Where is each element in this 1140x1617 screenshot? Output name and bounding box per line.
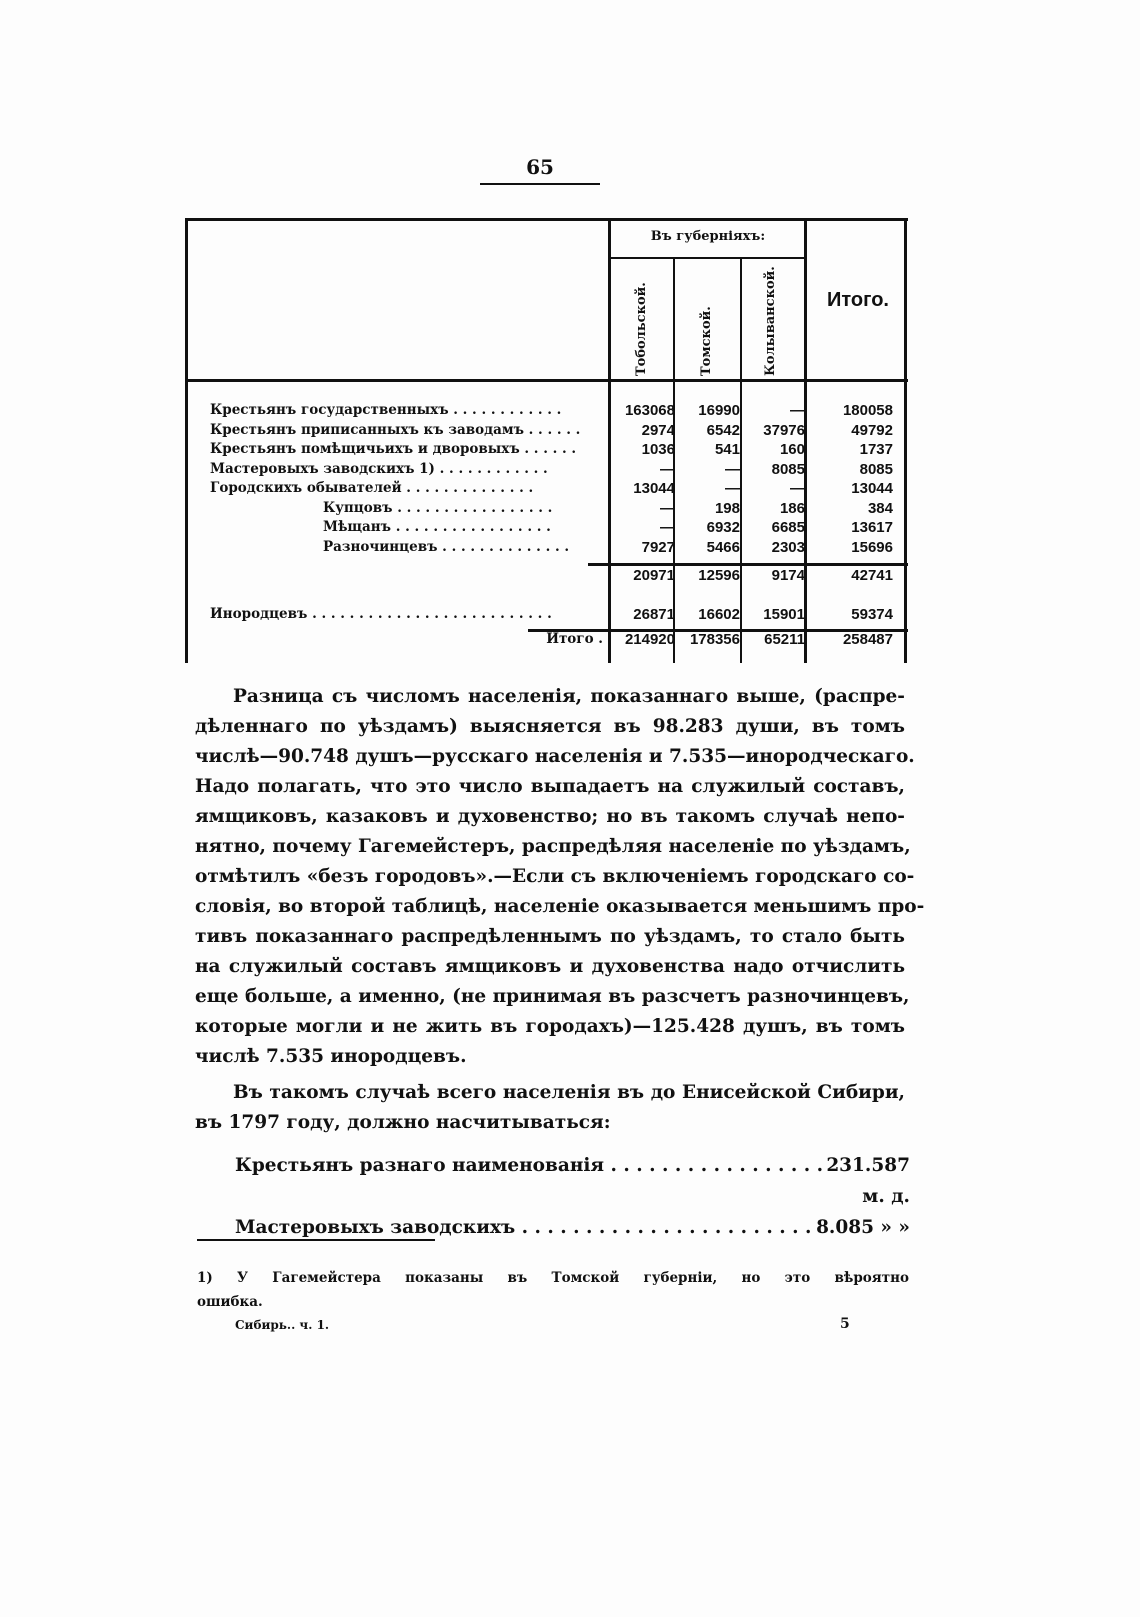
- inorodtsy-row: [188, 605, 908, 624]
- signature-number: 5: [840, 1316, 850, 1332]
- paragraph-2: [195, 1078, 905, 1138]
- cell: 65211: [764, 631, 805, 648]
- cell: 178356: [689, 631, 740, 648]
- row-label: Крестьянъ приписанныхъ къ заводамъ . . . . . .: [210, 421, 581, 438]
- text-line: въ 1797 году, должно насчитываться:: [195, 1112, 611, 1133]
- row-label: Крестьянъ государственныхъ . . . . . . . . . . . .: [210, 402, 562, 418]
- cell: 1036: [641, 441, 675, 458]
- row-label: Мастеровыхъ заводскихъ 1) . . . . . . . . . . . .: [210, 460, 548, 477]
- cell: 214920: [624, 631, 675, 648]
- column-header-total: Итого.: [827, 289, 889, 311]
- text-line: Разница съ числомъ населенія, показаннаго выше, (распре-: [233, 686, 905, 707]
- column-header-kolyvan: Колыванской.: [763, 266, 778, 376]
- text-line: Надо полагать, что это число выпадаетъ на служилый составъ,: [195, 776, 905, 797]
- subtotal-row: [188, 566, 908, 585]
- table-row: [188, 421, 908, 440]
- footnote-line: 1) У Гагемейстера показаны въ Томской губерніи, но это вѣроятно: [197, 1270, 909, 1286]
- column-header-tobolsk: Тобольской.: [634, 282, 649, 376]
- table-header-rule: [188, 379, 908, 382]
- cell: 6685: [771, 519, 805, 536]
- total-row: [188, 630, 908, 649]
- row-label: Мѣщанъ . . . . . . . . . . . . . . . . .: [323, 519, 551, 535]
- cell: 42741: [851, 567, 893, 584]
- summary-list: [235, 1150, 910, 1243]
- population-table: [185, 218, 908, 663]
- cell: 15696: [851, 538, 893, 556]
- cell: 13044: [851, 480, 893, 497]
- page-number-rule: [480, 183, 600, 185]
- cell: 1737: [859, 441, 893, 458]
- cell: 5466: [706, 538, 740, 556]
- cell: 37976: [763, 421, 805, 439]
- cell: 6542: [706, 421, 740, 439]
- table-rule: [608, 257, 804, 259]
- cell: 384: [867, 499, 893, 517]
- signature-mark: Сибирь.. ч. 1.: [235, 1318, 330, 1332]
- row-label: Инородцевъ . . . . . . . . . . . . . . . . . . . . . . . . . .: [210, 606, 552, 622]
- cell: 541: [714, 441, 740, 458]
- row-label: Итого .: [546, 631, 603, 647]
- cell: 49792: [851, 421, 893, 439]
- cell: 163068: [624, 402, 675, 419]
- table-row: [188, 460, 908, 479]
- cell: 20971: [633, 567, 675, 584]
- summary-value: 231.587 м. д.: [826, 1155, 910, 1207]
- footnote-rule: [197, 1239, 435, 1241]
- table-row: [188, 479, 908, 498]
- cell: 6932: [706, 519, 740, 536]
- paragraph-1: [195, 682, 925, 1072]
- cell: —: [725, 460, 740, 478]
- page-number: 65: [526, 155, 554, 179]
- cell: 8085: [859, 460, 893, 478]
- cell: 16990: [698, 402, 740, 419]
- cell: —: [660, 519, 675, 536]
- summary-label: Мастеровыхъ заводскихъ . . . . . . . . . . . . . . . . . . . . . . .: [235, 1217, 812, 1238]
- text-line: тивъ показаннаго распредѣленнымъ по уѣздамъ, то стало быть: [195, 926, 905, 947]
- table-row: [188, 440, 908, 459]
- cell: 12596: [698, 567, 740, 584]
- cell: 15901: [763, 606, 805, 623]
- cell: —: [660, 499, 675, 517]
- text-line: которые могли и не жить въ городахъ)—125.428 душъ, въ томъ: [195, 1016, 905, 1037]
- cell: 13617: [851, 519, 893, 536]
- text-line: словія, во второй таблицѣ, населеніе оказывается меньшимъ про-: [195, 896, 925, 917]
- cell: 198: [714, 499, 740, 517]
- cell: 2974: [641, 421, 675, 439]
- summary-item: [235, 1150, 910, 1212]
- group-header: Въ губерніяхъ:: [650, 229, 766, 244]
- cell: 7927: [641, 538, 675, 556]
- text-line: числѣ 7.535 инородцевъ.: [195, 1046, 467, 1067]
- table-row: [188, 499, 908, 518]
- footnote: [197, 1266, 909, 1314]
- text-line: дѣленнаго по уѣздамъ) выясняется въ 98.283 души, въ томъ: [195, 716, 905, 737]
- table-row: [188, 538, 908, 557]
- cell: 59374: [851, 606, 893, 623]
- cell: —: [660, 460, 675, 478]
- cell: —: [790, 480, 805, 497]
- table-row: [188, 518, 908, 537]
- cell: —: [725, 480, 740, 497]
- text-line: числѣ—90.748 душъ—русскаго населенія и 7.535—инородческаго.: [195, 746, 915, 767]
- text-line: отмѣтилъ «безъ городовъ».—Если съ включеніемъ городскаго со-: [195, 866, 915, 887]
- cell: 160: [779, 441, 805, 458]
- summary-value: 8.085 » »: [816, 1217, 910, 1238]
- cell: 26871: [633, 606, 675, 623]
- cell: 258487: [842, 631, 893, 648]
- cell: 180058: [842, 402, 893, 419]
- column-header-tomsk: Томской.: [699, 306, 714, 376]
- text-line: ямщиковъ, казаковъ и духовенство; но въ такомъ случаѣ непо-: [195, 806, 905, 827]
- cell: 9174: [771, 567, 805, 584]
- text-line: Въ такомъ случаѣ всего населенія въ до Енисейской Сибири,: [233, 1082, 905, 1103]
- row-label: Разночинцевъ . . . . . . . . . . . . . .: [323, 538, 570, 555]
- table-row: [188, 401, 908, 420]
- row-label: Городскихъ обывателей . . . . . . . . . . . . . .: [210, 480, 534, 496]
- text-line: нятно, почему Гагемейстеръ, распредѣляя населеніе по уѣздамъ,: [195, 836, 911, 857]
- text-line: на служилый составъ ямщиковъ и духовенства надо отчислить: [195, 956, 905, 977]
- cell: —: [790, 402, 805, 419]
- row-label: Купцовъ . . . . . . . . . . . . . . . . .: [323, 499, 553, 516]
- cell: 16602: [698, 606, 740, 623]
- row-label: Крестьянъ помѣщичьихъ и дворовыхъ . . . . . .: [210, 441, 577, 457]
- summary-label: Крестьянъ разнаго наименованія . . . . . . . . . . . . . . . . .: [235, 1155, 824, 1176]
- cell: 186: [779, 499, 805, 517]
- cell: 13044: [633, 480, 675, 497]
- footnote-line: ошибка.: [197, 1294, 263, 1310]
- cell: 2303: [771, 538, 805, 556]
- text-line: еще больше, а именно, (не принимая въ разсчетъ разночинцевъ,: [195, 986, 910, 1007]
- cell: 8085: [771, 460, 805, 478]
